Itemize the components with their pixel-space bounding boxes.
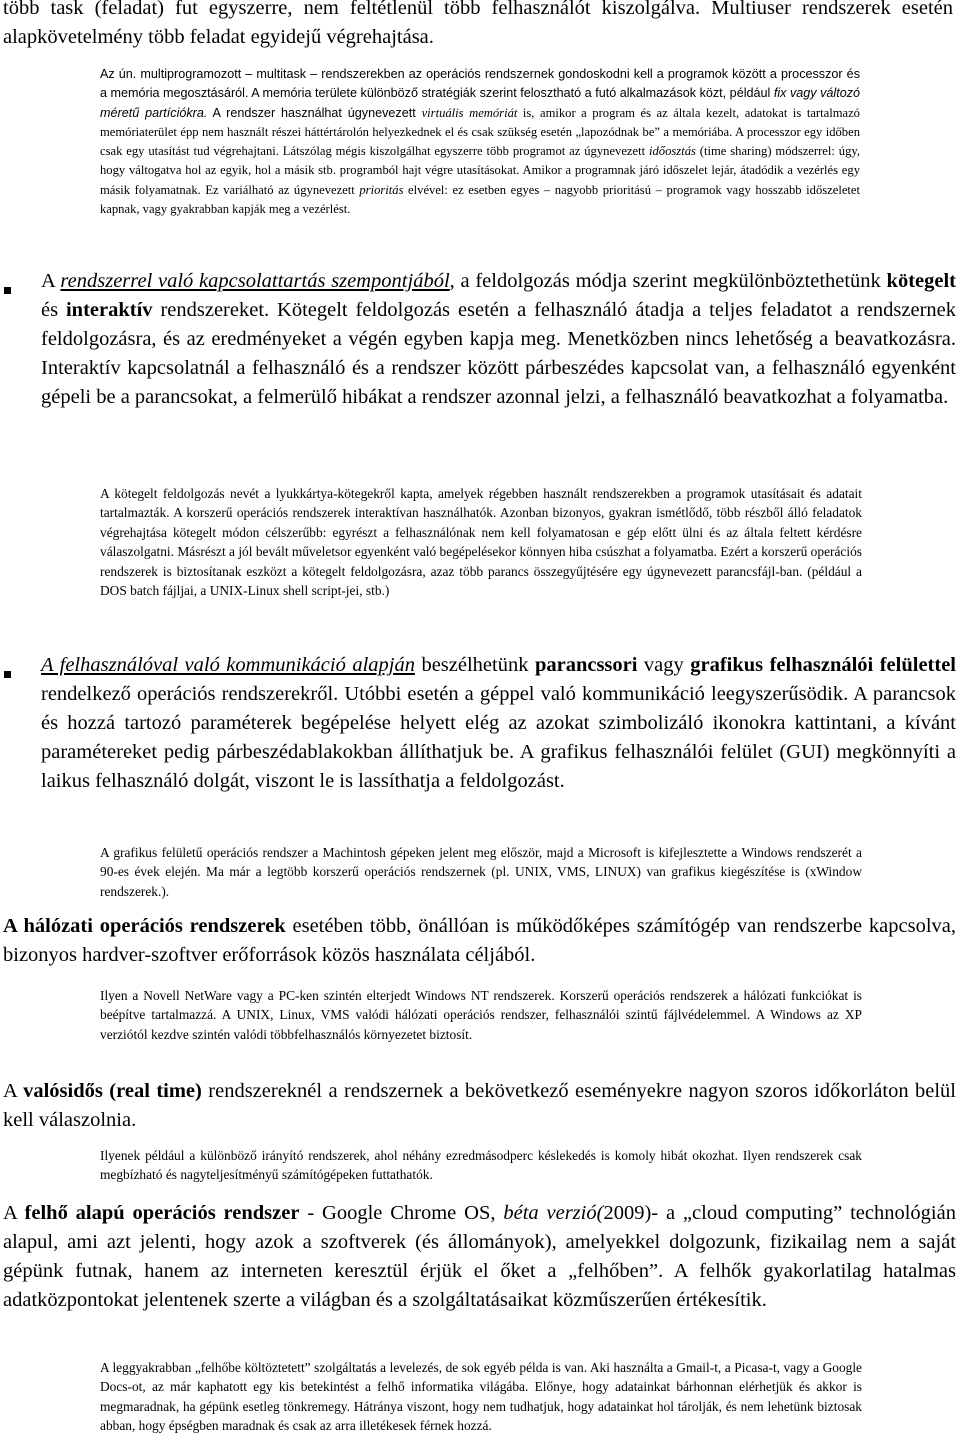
network-os-paragraph: A hálózati operációs rendszerek esetében több, önállóan is működőképes számítógép van rendszerbe kapcsolva, bizonyos hardver-szoftver erőforrások közös használata céljából. [3, 915, 957, 966]
bullet-communication-mode: A rendszerrel való kapcsolattartás szempontjából, a feldolgozás módja szerint megkülönböztethetünk kötegelt és interaktív rendszereket. Kötegelt feldolgozás esetén a felhasználó átadja a teljes feladatot a rendszernek feldolgozásra, és az eredményeket a végén egyben kapja meg. Menetközben nincs lehetőség a beavatkozásra. Interaktív kapcsolatnál a felhasználó és a rendszer között párbeszédes kapcsolat van, a felhasználó egyenként gépeli be a parancsokat, a felmerülő hibákat a rendszer azonnal jelzi, a felhasználó beavatkozhat a folyamatba. [41, 270, 956, 408]
cloud-os-paragraph: A felhő alapú operációs rendszer - Google Chrome OS, béta verzió(2009)- a „cloud computing” technológián alapul, ami azt jelenti, hogy azok a szoftverek (és állományok), amelyekkel dolgozunk, fizikailag nem a saját gépünk futnak, hanem az interneten keresztül érjük el őket a „felhőben”. A felhők gyakorlatilag hatalmas adatközpontokat jelentenek szerte a világban és a szolgáltatásaikat közműszerűen értékesítik. [3, 1202, 956, 1311]
note-cloud: A leggyakrabban „felhőbe költöztetett” szolgáltatás a levelezés, de sok egyéb példa is van. Aki használta a Gmail-t, a Picasa-t, vagy a Google Docs-ot, az már kaphatott egy kis betekintést a felhő informatika világába. Előnye, hogy adatainkat bárhonnan elérhetjük és akkor is megmaradnak, ha gépünk esetleg tönkremegy. Hátránya viszont, hogy nem tudhatjuk, hogy adatainkat hol tárolják, és nem lehetünk biztosak abban, hogy épségben maradnak és csak az arra illetékesek férnek hozzá. [100, 1360, 862, 1434]
note-network: Ilyen a Novell NetWare vagy a PC-ken szintén elterjedt Windows NT rendszerek. Korszerű operációs rendszerek a hálózati funkciókat is beépítve tartalmazzá. A UNIX, Linux, VMS valódi hálózati operációs rendszer, felhasználói szintű fájlvédelemmel. A Windows az XP verziótól kezdve szintén valódi többfelhasználós környezetet biztosít. [100, 988, 862, 1042]
bullet-marker [4, 671, 11, 678]
note-realtime: Ilyenek például a különböző irányító rendszerek, ahol néhány ezredmásodperc késlekedés is komoly hibát okozhat. Ilyen rendszerek csak megbízható és nagyteljesítményű számítógépeken futtathatók. [100, 1148, 862, 1183]
note-multitask: Az ún. multiprogramozott – multitask – rendszerekben az operációs rendszernek gondoskodni kell a programok között a processzor és a memória megosztásáról. A memória területe különböző stratégiák szerint felosztható a futó alkalmazások közt, például fix vagy változó méretű partíciókra. A rendszer használhat úgynevezett virtuális memóriát is, amikor a program és az általa kezelt, adatokat is tartalmazó memóriaterület épp nem használt részei háttértárolón helyezkednek el és csak szükség esetén „lapozódnak be” a memóriába. A processzor egy időben csak egy utasítást tud végrehajtani. Látszólag mégis kiszolgálhat egyszerre több programot az úgynevezett időosztás (time sharing) módszerrel: úgy, hogy váltogatva hol az egyik, hol a másik stb. programból hajt végre utasításokat. Amikor a programnak járó időszelet lejár, átadódik a vezérlés egy másik folyamatnak. Ez variálható az úgynevezett prioritás elvével: ez esetben egyes – nagyobb prioritású – programok vagy hosszabb időszeletet kapnak, vagy gyakrabban kapják meg a vezérlést. [100, 67, 860, 217]
note-gui: A grafikus felületű operációs rendszer a Machintosh gépeken jelent meg először, majd a Microsoft is kifejlesztette a Windows rendszerét a 90-es évek elején. Ma már a legtöbb korszerű operációs rendszernek (pl. UNIX, VMS, LINUX) van grafikus kiegészítése is (xWindow rendszerek.). [100, 845, 862, 899]
realtime-os-paragraph: A valósidős (real time) rendszereknél a rendszernek a bekövetkező eseményekre nagyon szoros időkorláton belül kell válaszolnia. [3, 1080, 956, 1131]
intro-paragraph: több task (feladat) fut egyszerre, nem feltétlenül több felhasználót kiszolgálva. Multiuser rendszerek esetén alapkövetelmény több feladat egyidejű végrehajtása. [3, 0, 953, 48]
bullet-marker [4, 287, 11, 294]
bullet-user-interface: A felhasználóval való kommunikáció alapján beszélhetünk parancssori vagy grafikus felhasználói felülettel rendelkező operációs rendszerekről. Utóbbi esetén a géppel való kommunikáció leegyszerűsödik. A parancsok és hozzá tartozó paraméterek begépelése helyett elég az azokat szimbolizáló ikonokra kattintani, a kívánt paramétereket pedig párbeszédablakokban állíthatjuk be. A grafikus felhasználói felület (GUI) megkönnyíti a laikus felhasználó dolgát, viszont le is lassíthatja a feldolgozást. [41, 654, 956, 792]
note-batch: A kötegelt feldolgozás nevét a lyukkártya-kötegekről kapta, amelyek régebben használt rendszerekben a programok utasításait és adatait tartalmazták. A korszerű operációs rendszerek interaktívan használhatók. Azonban bizonyos, gyakran ismétlődő, több részből álló feladatok végrehajtása kötegelt módon célszerűbb: egyrészt a felhasználónak nem kell folyamatosan e gép előtt ülni és az általa feltett kérdésre válaszolgatni. Másrészt a jól bevált műveletsor egyenként való begépelésekor könnyen hiba csúszhat a folyamatba. Ezért a korszerű operációs rendszerek is biztosítanak eszközt a kötegelt feldolgozásra, azaz több parancs összegyűjtésére egy úgynevezett parancsfájl-ban. (például a DOS batch fájljai, a UNIX-Linux shell script-jei, stb.) [100, 486, 862, 599]
